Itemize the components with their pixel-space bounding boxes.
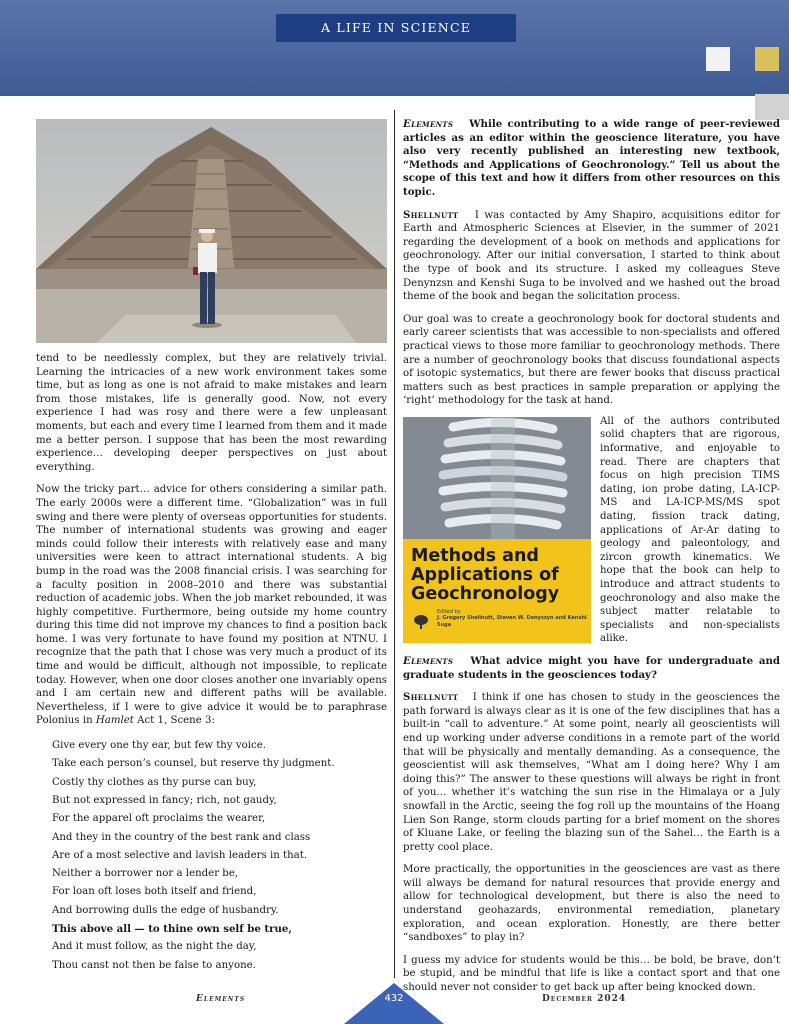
paragraph: All of the authors contributed solid chapters that are rigorous, informative, and enjoyable to read. There are chapters that focus on high precision TIMS dating, ion probe dating, LA-ICP-MS and LA-ICP-MS/MS spot dating, fission track dating, applications of Ar-Ar dating to geology and paleontology, and zircon growth kinematics. We hope that the book can help to introduce and attract students to geochronology and also make the subject matter relatable to specialists and non-specialists alike. xyxy=(600,415,780,645)
edited-by-label: Edited by xyxy=(437,608,461,615)
speaker-label: Shellnutt xyxy=(403,691,459,704)
header-band xyxy=(0,0,789,96)
decor-square-white xyxy=(706,47,730,71)
poem-line: For loan oft loses both itself and friend, xyxy=(52,886,257,898)
speaker-label: Elements xyxy=(403,118,454,130)
book-title-line: Applications of xyxy=(411,564,559,585)
question-paragraph xyxy=(403,118,780,200)
poem-line: But not expressed in fancy; rich, not gaudy, xyxy=(52,794,277,806)
poem-line: Give every one thy ear, but few thy voice. xyxy=(52,740,266,752)
poem-line-emphasis: This above all — to thine own self be true, xyxy=(52,923,292,935)
section-title: A LIFE IN SCIENCE xyxy=(276,14,516,42)
paragraph: Our goal was to create a geochronology book for doctoral students and early career scientists that was accessible to non-specialists and offered practical views to those more familiar to geochronology methods. There are a number of geochronology books that discuss foundational aspects of isotopic systematics, but there are fewer books that discuss practical matters such as best practices in sample preparation or applying the ‘right’ methodology for the task at hand. xyxy=(403,313,780,407)
book-title-line: Geochronology xyxy=(411,583,560,604)
text-run: Now the tricky part… advice for others considering a similar path. The early 2000s were a different time. “Globalization” was in full swing and there were plenty of overseas opportunities for students. The number of international students was growing and eager minds could follow their interests with relatively ease and many universities were keen to attract international students. A big bump in the road was the 2008 financial crisis. I was searching for a faculty position in 2008–2010 and there was substantial reduction of academic jobs. When the job market rebounded, it was highly competitive. Furthermore, being outside my home country during this time did not improve my chances to find a position back home. I was very fortunate to have found my position at NTNU. I recognize that the path that I chose was very much a product of its time and would be difficult, although not impossible, to replicate today. However, when one door closes another one invariably opens and I am certain new and different paths will be available. Nevertheless, if I were to give advice it would be to paraphrase Polonius in xyxy=(36,484,387,727)
book-title xyxy=(411,547,587,604)
editor-names: J. Gregory Shellnutt, Steven W. Denyszyn and Kenshi Suga xyxy=(437,615,587,628)
page-number: 432 xyxy=(384,993,404,1004)
poem-line: Take each person’s counsel, but reserve thy judgment. xyxy=(52,758,335,770)
poem-line: Costly thy clothes as thy purse can buy, xyxy=(52,776,257,788)
paragraph: I guess my advice for students would be this… be bold, be brave, don’t be stupid, and be mindful that life is like a contact sport and that one should never not consider to get back up after being knocked down. xyxy=(403,954,780,994)
pyramid-photo xyxy=(36,119,387,343)
hamlet-title: Hamlet xyxy=(95,715,134,727)
paragraph xyxy=(36,483,387,728)
poem-line: And they in the country of the best rank and class xyxy=(52,831,311,843)
poem-quote xyxy=(52,737,387,975)
cover-image xyxy=(403,417,591,539)
speaker-label: Elements xyxy=(403,654,454,667)
text-run: Act 1, Scene 3: xyxy=(133,715,215,727)
question-text: What advice might you have for undergraduate and graduate students in the geosciences today? xyxy=(403,654,780,681)
poem-line: Neither a borrower nor a lender be, xyxy=(52,868,239,880)
column-divider xyxy=(394,110,395,978)
left-column xyxy=(36,352,387,975)
publisher-tree-icon xyxy=(412,614,430,630)
answer-text: I was contacted by Amy Shapiro, acquisitions editor for Earth and Atmospheric Sciences at Elsevier, in the summer of 2021 regarding the development of a book on methods and applications for geochronology. After our initial conversation, I started to think about the type of book and its structure. I asked my colleagues Steve Denynzsn and Kenshi Suga to be involved and we hashed out the broad theme of the book and began the solicitation process. xyxy=(403,209,780,303)
poem-line: Are of a most selective and lavish leaders in that. xyxy=(52,849,308,861)
question-paragraph xyxy=(403,655,780,682)
paragraph: tend to be needlessly complex, but they are relatively trivial. Learning the intricacies of a new work environment takes some time, but as long as one is not afraid to make mistakes and learn from those mistakes, life is generally good. Now, not every experience I had was rosy and there were a few unpleasant moments, but each and every time I learned from them and it made me a better person. I suppose that has been the most rewarding experience… developing deeper perspectives on just about everything. xyxy=(36,353,387,473)
speaker-label: Shellnutt xyxy=(403,208,459,221)
answer-text: I think if one has chosen to study in the geosciences the path forward is always clear as it is one of the few disciplines that has a built-in “call to adventure.” At some point, nearly all geoscientists will end up working under adverse conditions in a remote part of the world that will be physically and mentally demanding. As a consequence, the geoscientist will ask themselves, “What am I doing here? Why I am doing this?” The answer to these questions will always be right in front of you… whether it’s watching the sun rise in the Himalaya or a July snowfall in the Arctic, seeing the fog roll up the mountains of the Hoang Lien Son Range, storm clouds parting for a brief moment on the shores of Kluane Lake, or feeling the blazing sun of the Sahel… the Earth is a pretty cool place. xyxy=(403,692,780,853)
decor-square-gold xyxy=(755,47,779,71)
poem-line: And borrowing dulls the edge of husbandry. xyxy=(52,904,279,916)
poem-line: For the apparel oft proclaims the wearer, xyxy=(52,813,266,825)
footer-journal: Elements xyxy=(196,994,246,1004)
question-text: While contributing to a wide range of peer-reviewed articles as an editor within the geoscience literature, you have also very recently published an interesting new textbook, “Methods and Applications of Geochronology.” Tell us about the scope of this text and how it differs from other resources on this topic. xyxy=(403,118,781,198)
paragraph: More practically, the opportunities in the geosciences are vast as there will always be demand for natural resources that provide energy and allow for technological development, but there is also the need to understand geohazards, environmental remediation, planetary exploration, and ocean exploration. Honestly, are there better “sandboxes” to play in? xyxy=(403,864,780,944)
book-cover xyxy=(403,417,591,643)
right-column xyxy=(403,118,780,1004)
book-editors xyxy=(437,609,587,629)
poem-line: Thou canst not then be false to anyone. xyxy=(52,959,256,971)
decor-square-gray xyxy=(755,94,789,120)
book-title-line: Methods and xyxy=(411,545,539,566)
answer-paragraph xyxy=(403,691,780,854)
answer-paragraph xyxy=(403,209,780,304)
footer-date: December 2024 xyxy=(542,994,627,1004)
pyramid-illustration xyxy=(36,119,387,343)
poem-line: And it must follow, as the night the day, xyxy=(52,941,257,953)
